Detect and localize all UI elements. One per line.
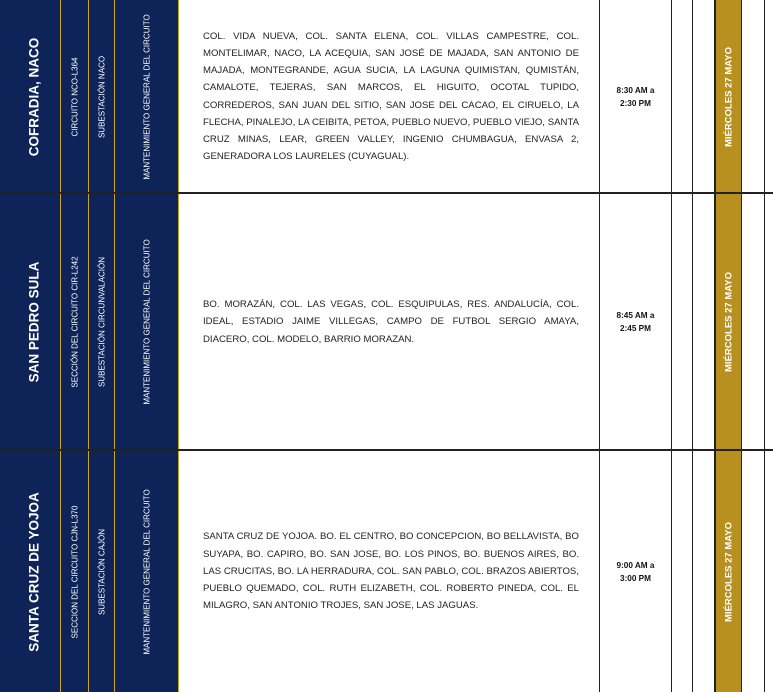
- circuit-cell: [61, 0, 89, 193]
- time-cell: [600, 194, 672, 450]
- city-cell: [7, 194, 61, 450]
- empty-cell: [742, 0, 765, 193]
- city-name: SAN PEDRO SULA: [26, 261, 41, 383]
- empty-cell: [693, 451, 715, 692]
- table-row: [0, 194, 773, 450]
- empty-cell: [742, 194, 765, 450]
- day-cell: [715, 0, 742, 193]
- substation-cell: [89, 0, 115, 193]
- work-cell: [115, 451, 179, 692]
- empty-cell: [672, 0, 693, 193]
- time-cell: [600, 451, 672, 692]
- table-row: [0, 451, 773, 692]
- time-end: 3:00 PM: [620, 573, 651, 583]
- affected-areas: COL. VIDA NUEVA, COL. SANTA ELENA, COL. VILLAS CAMPESTRE, COL. MONTELIMAR, NACO, LA ACEQUIA, SAN JOSÉ DE MAJADA, SAN ANTONIO DE MAJADA, MONTEGRANDE, AGUA SUCIA, LA LAGUNA QUIMISTAN, QUMISTÁN, CAMALOTE, TEJERAS, SAN MARCOS, EL HIGUITO, OCOTAL TUPIDO, CORREDEROS, SAN JUAN DEL SITIO, SAN JOSE DEL CACAO, EL CIRUELO, LA FLECHA, PINALEJO, LA CEIBITA, PETOA, PUEBLO NUEVO, PUEBLO VIEJO, SANTA CRUZ MINAS, LEAR, GREEN VALLEY, INGENIO CHUMBAGUA, ENVASA 2, GENERADORA LOS LAURELES (CUYAGUAL).: [203, 30, 579, 163]
- substation-name: SUBESTACIÓN CAJÓN: [97, 528, 106, 615]
- areas-cell: [179, 194, 600, 450]
- time-cell: [600, 0, 672, 193]
- areas-cell: [179, 0, 600, 193]
- circuit-name: SECCION DEL CIRCUITO CJN-L370: [70, 505, 79, 638]
- circuit-cell: [61, 194, 89, 450]
- day-cell: [715, 194, 742, 450]
- table-row: [0, 0, 773, 193]
- work-type: MANTENIMIENTO GENERAL DEL CIRCUITO: [142, 239, 151, 405]
- circuit-name: CIRCUITO NCO-L364: [70, 57, 79, 136]
- day-label: MIÉRCOLES 27 MAYO: [723, 46, 734, 147]
- city-name: SANTA CRUZ DE YOJOA: [26, 491, 41, 652]
- substation-name: SUBESTACIÓN NACO: [97, 55, 106, 138]
- work-type: MANTENIMIENTO GENERAL DEL CIRCUITO: [142, 13, 151, 180]
- circuit-name: SECCIÓN DEL CIRCUITO CIR-L242: [70, 256, 79, 388]
- empty-cell: [693, 194, 715, 450]
- circuit-cell: [61, 451, 89, 692]
- areas-cell: [179, 451, 600, 692]
- time-start: 8:30 AM a: [616, 85, 655, 95]
- empty-cell: [672, 451, 693, 692]
- affected-areas: BO. MORAZÁN, COL. LAS VEGAS, COL. ESQUIPULAS, RES. ANDALUCÍA, COL. IDEAL, ESTADIO JAIME VILLEGAS, CAMPO DE FUTBOL SERGIO AMAYA, DIACERO, COL. MODELO, BARRIO MORAZAN.: [203, 299, 579, 345]
- affected-areas: SANTA CRUZ DE YOJOA. BO. EL CENTRO, BO CONCEPCION, BO BELLAVISTA, BO SUYAPA, BO. CAPIRO, BO. SAN JOSE, BO. LOS PINOS, BO. BUENOS AIRES, BO. LAS CRUCITAS, BO. LA HERRADURA, COL. SAN PABLO, COL. BRAZOS ABIERTOS, PUEBLO QUEMADO, COL. RUTH ELIZABETH, COL. ROBERTO PINEDA, COL. EL MILAGRO, SAN ANTONIO TROJES, SAN JOSE, LAS JAGUAS.: [203, 531, 579, 612]
- empty-cell: [742, 451, 765, 692]
- substation-cell: [89, 451, 115, 692]
- substation-cell: [89, 194, 115, 450]
- city-name: COFRADIA, NACO: [26, 37, 41, 156]
- day-label: MIÉRCOLES 27 MAYO: [723, 521, 734, 622]
- time-end: 2:45 PM: [620, 324, 651, 333]
- time-start: 9:00 AM a: [616, 560, 655, 570]
- work-cell: [115, 0, 179, 193]
- substation-name: SUBESTACIÓN CIRCUNVALACIÓN: [97, 257, 106, 387]
- time-start: 8:45 AM a: [616, 311, 655, 320]
- work-type: MANTENIMIENTO GENERAL DEL CIRCUITO: [142, 488, 151, 655]
- day-label: MIÉRCOLES 27 MAYO: [723, 272, 734, 372]
- empty-cell: [693, 0, 715, 193]
- work-cell: [115, 194, 179, 450]
- city-cell: [7, 0, 61, 193]
- empty-cell: [672, 194, 693, 450]
- day-cell: [715, 451, 742, 692]
- city-cell: [7, 451, 61, 692]
- time-end: 2:30 PM: [620, 98, 651, 108]
